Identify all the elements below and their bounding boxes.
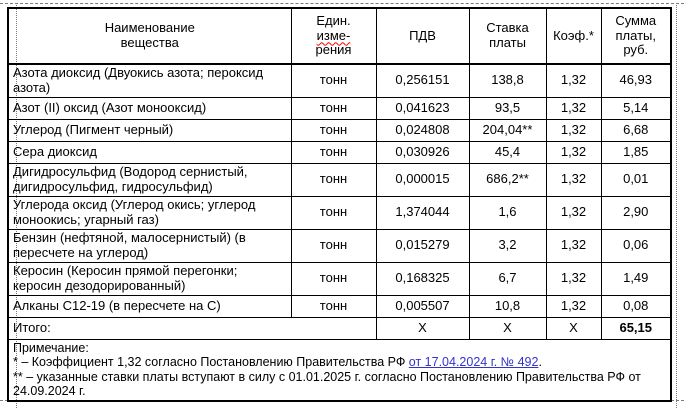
totals-label: Итого: — [8, 317, 376, 339]
notes-section — [8, 339, 671, 401]
rate-cell: 204,04** — [469, 119, 546, 141]
pdv-cell: 0,256151 — [376, 64, 469, 97]
totals-x-rate: Х — [469, 317, 546, 339]
table-row — [8, 97, 671, 119]
notes-title: Примечание: — [13, 340, 89, 355]
sum-cell: 0,06 — [601, 229, 671, 262]
rate-cell: 686,2** — [469, 163, 546, 196]
unit-cell: тонн — [291, 97, 376, 119]
pdv-cell: 0,000015 — [376, 163, 469, 196]
totals-sum: 65,15 — [601, 317, 671, 339]
totals-row — [8, 317, 671, 339]
sum-cell: 1,85 — [601, 141, 671, 163]
table-row — [8, 262, 671, 295]
totals-x-coef: Х — [546, 317, 601, 339]
pdv-cell: 0,168325 — [376, 262, 469, 295]
coef-cell: 1,32 — [546, 97, 601, 119]
coef-cell: 1,32 — [546, 262, 601, 295]
substance-name-cell: Керосин (Керосин прямой перегонки; керосин дезодорированный) — [8, 262, 291, 295]
unit-cell: тонн — [291, 119, 376, 141]
note-coefficient — [13, 355, 666, 370]
rate-cell: 93,5 — [469, 97, 546, 119]
col-header-unit-line1: Един. — [316, 12, 351, 28]
sum-cell: 6,68 — [601, 119, 671, 141]
col-header-substance-line1: Наименование — [104, 20, 195, 36]
sum-cell: 46,93 — [601, 64, 671, 97]
col-header-rate: Ставка платы — [469, 8, 546, 64]
col-header-unit — [291, 8, 376, 64]
col-header-coef: Коэф.* — [546, 8, 601, 64]
unit-cell: тонн — [291, 262, 376, 295]
sum-cell: 0,08 — [601, 295, 671, 317]
coef-cell: 1,32 — [546, 229, 601, 262]
col-header-unit-line3: рения — [315, 42, 352, 58]
coef-cell: 1,32 — [546, 64, 601, 97]
rate-cell: 138,8 — [469, 64, 546, 97]
text-boundary-top — [0, 3, 684, 4]
coef-cell: 1,32 — [546, 119, 601, 141]
sum-cell: 5,14 — [601, 97, 671, 119]
table-row — [8, 141, 671, 163]
emissions-payment-table — [7, 7, 672, 402]
table-header-row — [8, 8, 671, 64]
pdv-cell: 0,005507 — [376, 295, 469, 317]
col-header-unit-line2: изме- — [316, 27, 351, 43]
pdv-cell: 0,024808 — [376, 119, 469, 141]
sum-cell: 0,01 — [601, 163, 671, 196]
col-header-pdv: ПДВ — [376, 8, 469, 64]
unit-cell: тонн — [291, 229, 376, 262]
substance-name-cell: Алканы С12-19 (в пересчете на С) — [8, 295, 291, 317]
note-coefficient-period: . — [538, 355, 542, 370]
rate-cell: 6,7 — [469, 262, 546, 295]
sum-cell: 2,90 — [601, 196, 671, 229]
unit-cell: тонн — [291, 64, 376, 97]
coef-cell: 1,32 — [546, 295, 601, 317]
substance-name-cell: Бензин (нефтяной, малосернистый) (в пересчете на углерод) — [8, 229, 291, 262]
col-header-sum: Сумма платы, руб. — [601, 8, 671, 64]
unit-cell: тонн — [291, 163, 376, 196]
rate-cell: 3,2 — [469, 229, 546, 262]
coef-cell: 1,32 — [546, 163, 601, 196]
substance-name-cell: Азот (II) оксид (Азот монооксид) — [8, 97, 291, 119]
table-row — [8, 119, 671, 141]
col-header-substance — [8, 8, 291, 64]
table-row — [8, 64, 671, 97]
col-header-substance-line2: вещества — [120, 35, 179, 50]
substance-name-cell: Углерод (Пигмент черный) — [8, 119, 291, 141]
unit-cell: тонн — [291, 196, 376, 229]
substance-name-cell: Сера диоксид — [8, 141, 291, 163]
rate-cell: 45,4 — [469, 141, 546, 163]
notes-row — [8, 339, 671, 401]
coef-cell: 1,32 — [546, 196, 601, 229]
pdv-cell: 0,015279 — [376, 229, 469, 262]
pdv-cell: 0,041623 — [376, 97, 469, 119]
unit-cell: тонн — [291, 295, 376, 317]
table-row — [8, 295, 671, 317]
decree-link[interactable]: от 17.04.2024 г. № 492 — [408, 355, 539, 370]
substance-name-cell: Углерода оксид (Углерод окись; углерод моноокись; угарный газ) — [8, 196, 291, 229]
text-boundary-right — [676, 3, 677, 408]
sum-cell: 1,49 — [601, 262, 671, 295]
table-row — [8, 163, 671, 196]
unit-cell: тонн — [291, 141, 376, 163]
coef-cell: 1,32 — [546, 141, 601, 163]
pdv-cell: 0,030926 — [376, 141, 469, 163]
rate-cell: 10,8 — [469, 295, 546, 317]
totals-x-pdv: Х — [376, 317, 469, 339]
substance-name-cell: Дигидросульфид (Водород сернистый, дигидросульфид, гидросульфид) — [8, 163, 291, 196]
pdv-cell: 1,374044 — [376, 196, 469, 229]
substance-name-cell: Азота диоксид (Двуокись азота; пероксид азота) — [8, 64, 291, 97]
note-coefficient-text: * – Коэффициент 1,32 согласно Постановлению Правительства РФ — [13, 355, 409, 370]
note-rates: ** – указанные ставки платы вступают в силу с 01.01.2025 г. согласно Постановлению Правительства РФ от 24.09.2024 г. — [13, 369, 641, 399]
table-row — [8, 196, 671, 229]
rate-cell: 1,6 — [469, 196, 546, 229]
table-row — [8, 229, 671, 262]
